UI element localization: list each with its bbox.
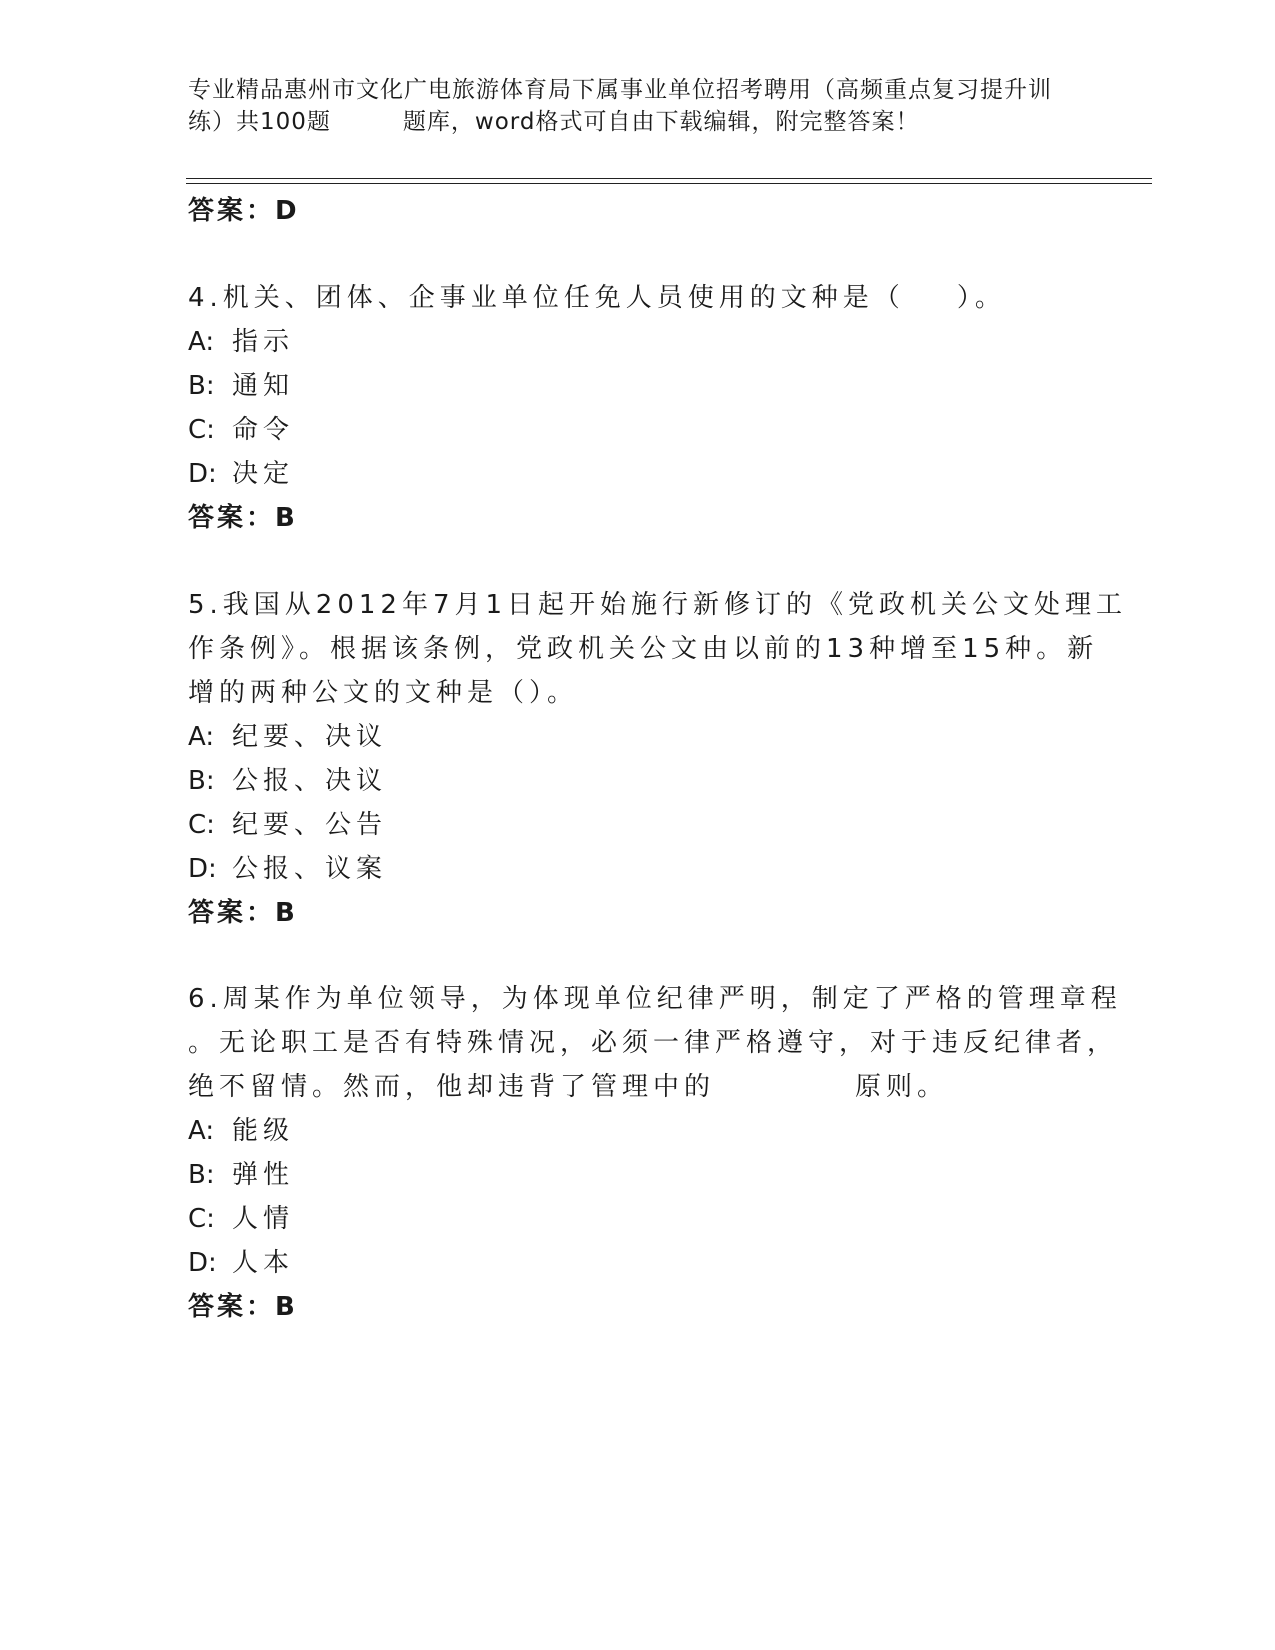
question-stem-text: 绝不留情。然而，他却违背了管理中的 (188, 1072, 716, 1102)
option-text: 弹性 (232, 1160, 295, 1190)
option-c[interactable] (188, 804, 387, 841)
question-stem-tail: ）。 (956, 283, 1006, 313)
option-d[interactable] (188, 848, 387, 885)
option-letter: B: (188, 1160, 215, 1190)
option-text: 纪要、公告 (232, 810, 388, 840)
header-title-line1: 专业精品惠州市文化广电旅游体育局下属事业单位招考聘用（高频重点复习提升训 (188, 77, 1052, 103)
question-stem-line: 6.周某作为单位领导，为体现单位纪律严明，制定了严格的管理章程 (188, 984, 1122, 1014)
question-stem-line: 作条例》。根据该条例，党政机关公文由以前的13种增至15种。新 (188, 634, 1099, 664)
question-stem-line: 。无论职工是否有特殊情况，必须一律严格遵守，对于违反纪律者， (188, 1028, 1119, 1058)
option-letter: D: (188, 854, 217, 884)
option-text: 指示 (232, 327, 295, 357)
option-letter: C: (188, 1204, 215, 1234)
question-stem-line: 5.我国从2012年7月1日起开始施行新修订的《党政机关公文处理工 (188, 590, 1128, 620)
question-stem-line: 增的两种公文的文种是（）。 (188, 678, 579, 708)
question-stem-line (188, 1066, 948, 1103)
header-divider-top (186, 178, 1152, 179)
header-divider-bottom (186, 183, 1152, 184)
option-letter: C: (188, 810, 215, 840)
option-text: 公报、议案 (232, 854, 388, 884)
option-a[interactable] (188, 1110, 294, 1147)
header-line2-part1: 练）共100题 (188, 109, 331, 135)
option-letter: A: (188, 1116, 215, 1146)
question-stem (188, 277, 1006, 314)
option-letter: A: (188, 722, 215, 752)
answer-label: 答案：B (188, 898, 298, 928)
option-letter: D: (188, 1248, 217, 1278)
option-letter: A: (188, 327, 215, 357)
option-text: 能级 (232, 1116, 295, 1146)
option-d[interactable] (188, 1242, 294, 1279)
option-a[interactable] (188, 321, 294, 358)
option-text: 纪要、决议 (232, 722, 388, 752)
option-text: 通知 (232, 371, 295, 401)
option-text: 人情 (232, 1204, 295, 1234)
document-header (188, 74, 1088, 138)
question-stem-tail: 原则。 (855, 1072, 949, 1102)
option-b[interactable] (188, 365, 294, 402)
option-d[interactable] (188, 453, 294, 490)
option-a[interactable] (188, 716, 387, 753)
option-letter: B: (188, 766, 215, 796)
option-letter: D: (188, 459, 217, 489)
header-title-line2 (188, 106, 1088, 138)
option-c[interactable] (188, 1198, 294, 1235)
answer-label: 答案：B (188, 503, 298, 533)
question-stem-text: 4.机关、团体、企事业单位任免人员使用的文种是（ (188, 283, 905, 313)
header-line2-part2: 题库，word格式可自由下载编辑，附完整答案！ (402, 109, 920, 135)
option-b[interactable] (188, 1154, 294, 1191)
option-text: 命令 (232, 415, 295, 445)
option-text: 公报、决议 (232, 766, 388, 796)
answer-label: 答案：B (188, 1292, 298, 1322)
option-text: 决定 (232, 459, 295, 489)
option-text: 人本 (232, 1248, 295, 1278)
option-letter: B: (188, 371, 215, 401)
previous-answer: 答案：D (188, 196, 300, 226)
option-c[interactable] (188, 409, 294, 446)
option-b[interactable] (188, 760, 387, 797)
option-letter: C: (188, 415, 215, 445)
